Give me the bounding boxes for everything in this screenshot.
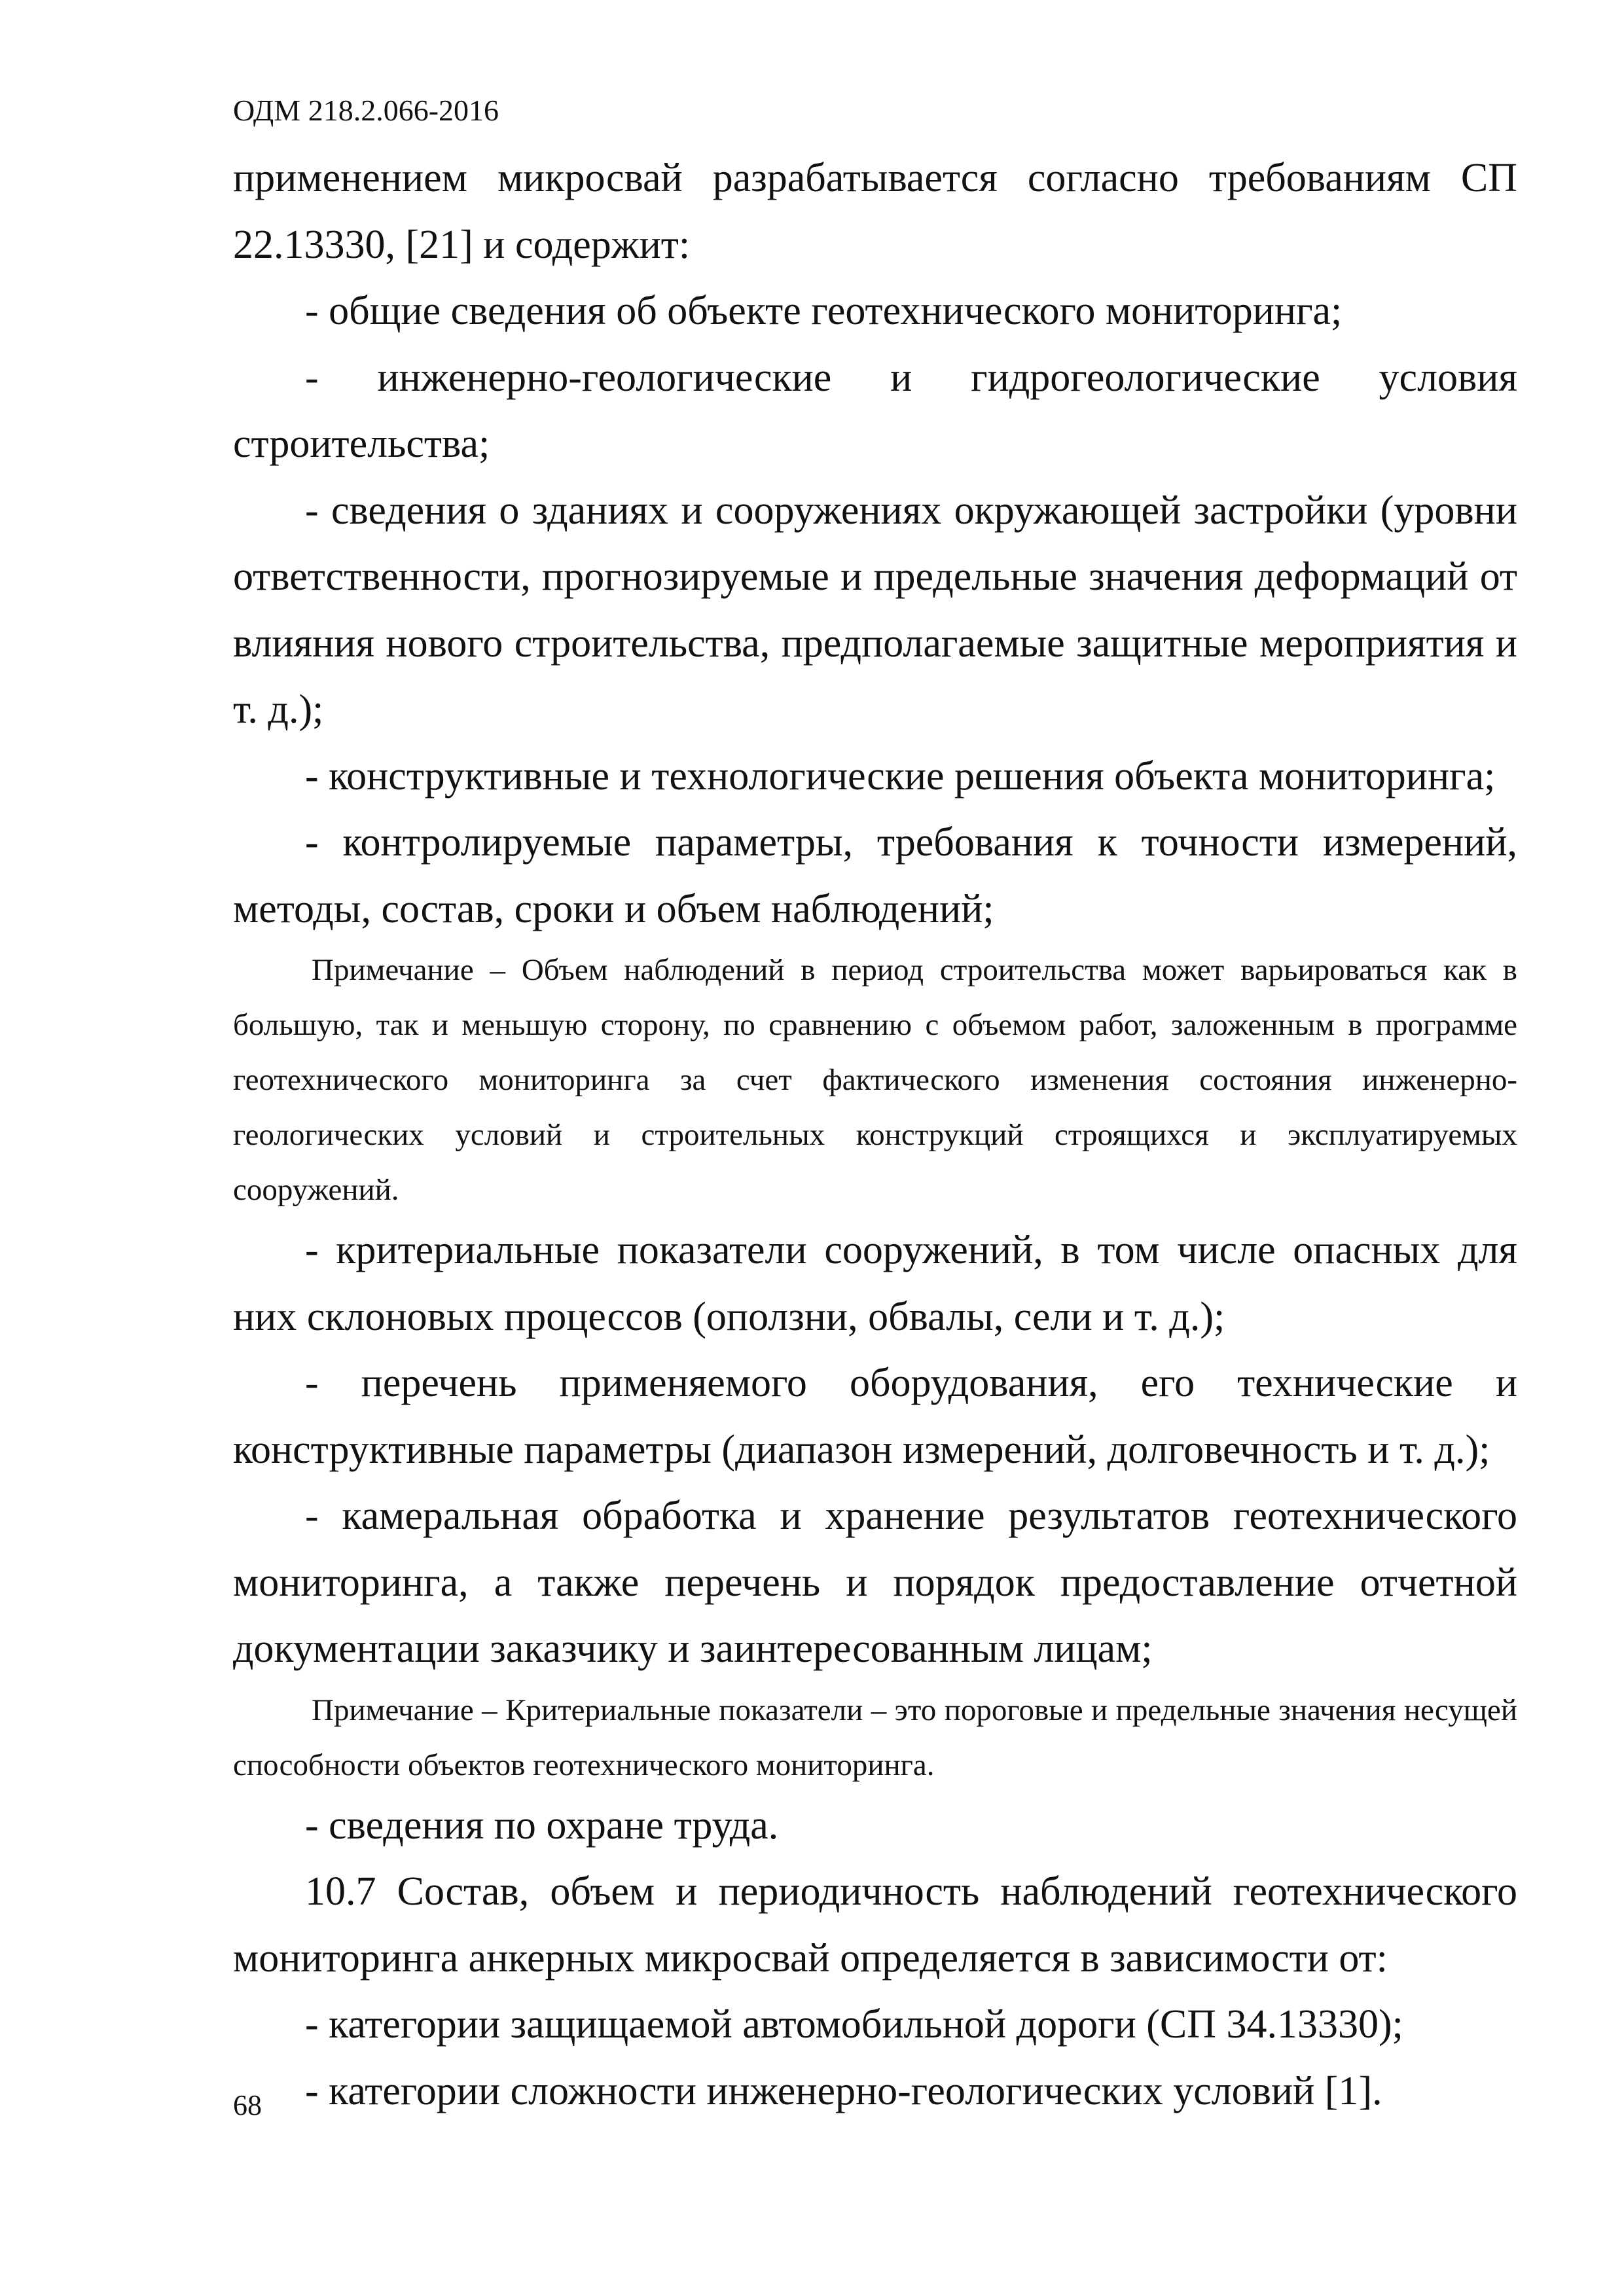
section-paragraph: 10.7 Состав, объем и периодичность наблюдений геотехнического мониторинга анкерных микросвай определяется в зависимости от:	[233, 1869, 1517, 1981]
list-item: - критериальные показатели сооружений, в том числе опасных для них склоновых процессов (оползни, обвалы, сели и т. д.);	[233, 1228, 1517, 1339]
list-item: - контролируемые параметры, требования к точности измерений, методы, состав, сроки и объем наблюдений;	[233, 820, 1517, 931]
paragraph: применением микросвай разрабатывается согласно требованиям СП 22.13330, [21] и содержит:	[233, 156, 1517, 267]
list-item: - сведения по охране труда.	[305, 1803, 779, 1848]
note-paragraph: Примечание – Объем наблюдений в период строительства может варьироваться как в большую, так и меньшую сторону, по сравнению с объемом работ, заложенным в программе геотехнического мониторинга за счет фактического изменения состояния инженерно-геологических условий и строительных конструкций строящихся и эксплуатируемых сооружений.	[233, 953, 1517, 1207]
document-body	[233, 145, 1517, 2125]
list-item: - камеральная обработка и хранение результатов геотехнического мониторинга, а также перечень и порядок предоставление отчетной документации заказчику и заинтересованным лицам;	[233, 1494, 1517, 1671]
list-item: - категории защищаемой автомобильной дороги (СП 34.13330);	[305, 2002, 1403, 2047]
list-item: - категории сложности инженерно-геологических условий [1].	[305, 2068, 1382, 2113]
list-item: - сведения о зданиях и сооружениях окружающей застройки (уровни ответственности, прогнозируемые и предельные значения деформаций от влияния нового строительства, предполагаемые защитные мероприятия и т. д.);	[233, 488, 1517, 732]
list-item: - инженерно-геологические и гидрогеологические условия строительства;	[233, 355, 1517, 466]
list-item: - общие сведения об объекте геотехнического мониторинга;	[305, 289, 1343, 333]
list-item: - конструктивные и технологические решения объекта мониторинга;	[305, 753, 1496, 798]
page-number: 68	[233, 2089, 262, 2121]
list-item: - перечень применяемого оборудования, его технические и конструктивные параметры (диапазон измерений, долговечность и т. д.);	[233, 1361, 1517, 1472]
note-paragraph: Примечание – Критериальные показатели – это пороговые и предельные значения несущей способности объектов геотехнического мониторинга.	[233, 1693, 1517, 1782]
document-code-header: ОДМ 218.2.066-2016	[233, 94, 499, 127]
